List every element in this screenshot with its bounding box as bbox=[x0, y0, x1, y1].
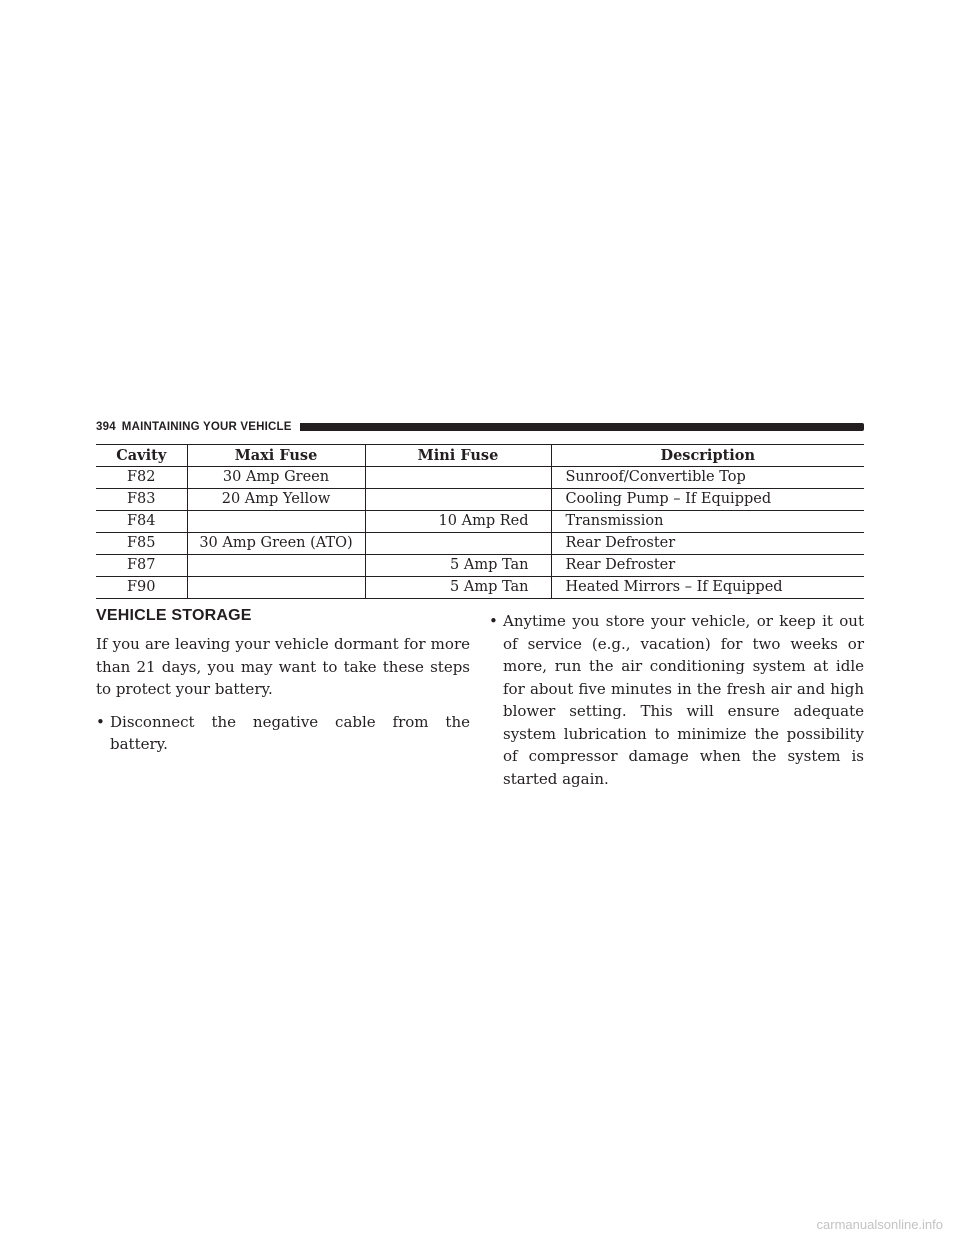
description-cell: Sunroof/Convertible Top bbox=[551, 467, 864, 489]
table-row bbox=[96, 533, 864, 555]
table-row bbox=[96, 555, 864, 577]
cavity-cell: F82 bbox=[96, 467, 187, 489]
page-header bbox=[96, 419, 864, 435]
maxi-fuse-cell bbox=[187, 577, 365, 599]
table-header-row bbox=[96, 445, 864, 467]
bullet-text: Anytime you store your vehicle, or keep it out of service (e.g., vacation) for two weeks or more, run the air conditioning system at idle for about five minutes in the fresh air and high blower setting. This will ensure adequate system lubrication to minimize the possibility of compressor damage when the system is started again. bbox=[503, 612, 864, 788]
mini-fuse-cell: 5 Amp Tan bbox=[365, 577, 551, 599]
mini-fuse-cell: 5 Amp Tan bbox=[365, 555, 551, 577]
mini-fuse-cell: 10 Amp Red bbox=[365, 511, 551, 533]
maxi-fuse-cell bbox=[187, 511, 365, 533]
table-row bbox=[96, 577, 864, 599]
page-number: 394 bbox=[96, 421, 116, 433]
maxi-fuse-cell bbox=[187, 555, 365, 577]
maxi-fuse-cell: 30 Amp Green (ATO) bbox=[187, 533, 365, 555]
maxi-fuse-cell: 30 Amp Green bbox=[187, 467, 365, 489]
cavity-cell: F84 bbox=[96, 511, 187, 533]
cavity-cell: F87 bbox=[96, 555, 187, 577]
description-cell: Transmission bbox=[551, 511, 864, 533]
fuse-table bbox=[96, 444, 864, 599]
description-cell: Rear Defroster bbox=[551, 555, 864, 577]
list-item bbox=[96, 711, 470, 756]
bullet-icon: • bbox=[489, 612, 498, 630]
cavity-cell: F85 bbox=[96, 533, 187, 555]
intro-paragraph: If you are leaving your vehicle dormant for more than 21 days, you may want to take these steps to protect your battery. bbox=[96, 635, 470, 698]
description-cell: Heated Mirrors – If Equipped bbox=[551, 577, 864, 599]
table-row bbox=[96, 511, 864, 533]
header-rule bbox=[300, 423, 864, 431]
column-header-mini-fuse: Mini Fuse bbox=[365, 445, 551, 467]
left-column bbox=[96, 607, 470, 756]
description-cell: Cooling Pump – If Equipped bbox=[551, 489, 864, 511]
table-row bbox=[96, 489, 864, 511]
cavity-cell: F90 bbox=[96, 577, 187, 599]
watermark: carmanualsonline.info bbox=[816, 1217, 943, 1232]
cavity-cell: F83 bbox=[96, 489, 187, 511]
bullet-text: Disconnect the negative cable from the battery. bbox=[110, 712, 470, 753]
section-heading: VEHICLE STORAGE bbox=[96, 607, 252, 624]
section-title: MAINTAINING YOUR VEHICLE bbox=[121, 421, 292, 433]
maxi-fuse-cell: 20 Amp Yellow bbox=[187, 489, 365, 511]
table-row bbox=[96, 467, 864, 489]
mini-fuse-cell bbox=[365, 533, 551, 555]
column-header-description: Description bbox=[551, 445, 864, 467]
description-cell: Rear Defroster bbox=[551, 533, 864, 555]
list-item bbox=[489, 610, 864, 790]
column-header-cavity: Cavity bbox=[96, 445, 187, 467]
mini-fuse-cell bbox=[365, 467, 551, 489]
column-header-maxi-fuse: Maxi Fuse bbox=[187, 445, 365, 467]
bullet-icon: • bbox=[96, 712, 105, 731]
right-column bbox=[489, 610, 864, 790]
mini-fuse-cell bbox=[365, 489, 551, 511]
